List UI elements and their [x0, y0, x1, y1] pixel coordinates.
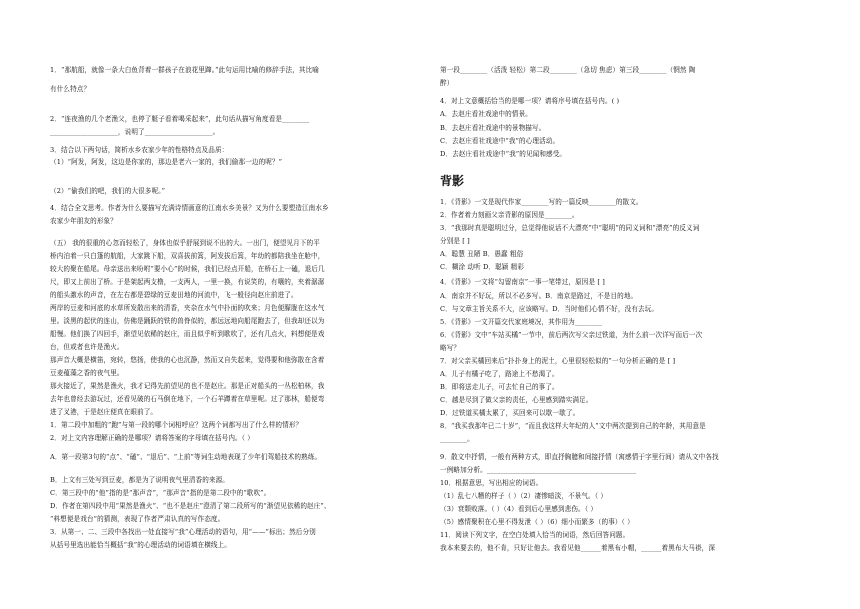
text-line: 8．“我买我那年已二十岁”，“而且我这样大年纪的人”文中两次提到自己的年龄，其用意是 [440, 422, 706, 430]
text-line: 1．《背影》一文是现代作家________写的一篇反映________的散文。 [440, 198, 643, 206]
text-line: A．聪慧 丑陋 B．愚蠢 粗俗 [440, 250, 524, 258]
text-line: 分别是 [ ] [440, 237, 470, 245]
text-line: 第一段________（活泼 轻松）第二段________（急切 焦虑）第三段________（惘然 陶 [440, 66, 696, 74]
text-line: 船慢。他们换了四回手，渐望见依稀的赵庄，而且似乎听到歌吹了，还有几点火，料想便是戏 [50, 330, 325, 338]
text-line: B．上文有三处写到豆麦，都是为了说明夜气里清香的来源。 [50, 476, 229, 484]
text-line: 1．第二段中加粗的“跑”与第一段的哪个词相呼应？这两个词都写出了什么样的情形？ [50, 421, 303, 429]
text-line: A．南京并不好玩，所以不必多写。B．南京是路过，不是目的地。 [440, 292, 638, 300]
text-line: 4．《背影》一文将“勾留南京”一事一笔带过，原因是 [ ] [440, 278, 605, 286]
text-line: 进了叉港，于是赵庄便真在眼前了。 [50, 408, 158, 416]
text-line: （5）感情聚积在心里不得发泄（ ）（6）细小而繁多（的事）（ ） [440, 518, 634, 526]
text-line: C．去赵庄看社戏途中“我”的心理活动。 [440, 137, 560, 145]
text-line: （五） 我的很重的心忽而轻松了，身体也似乎舒展到说不出的大。一出门，便望见月下的平 [50, 239, 320, 247]
text-line: ____________________，说明了____________________。 [50, 128, 220, 136]
text-line: 豆麦蕴藻之香的夜气里。 [50, 369, 124, 377]
text-line: ________。 [440, 435, 474, 443]
text-line: 2．作者着力刻画父亲背影的原因是________。 [440, 211, 579, 219]
text-line: 1．“那航船，就像一条大白鱼背着一群孩子在浪花里蹿。”此句运用比喻的修辞手法，其比喻 [50, 66, 319, 74]
text-line: C．越是尽到了做父亲的责任，心里感到踏实满足。 [440, 396, 593, 404]
text-line: 台，但或者也许是渔火。 [50, 343, 124, 351]
text-line: 从括号里选出能恰当概括“我”的心理活动的词语填在横线上。 [50, 541, 231, 549]
text-line: 尺，即又上前出了桥。于是架起两支橹，一支两人，一里一换，有说笑的，有嚷的，夹着潺潺 [50, 278, 325, 286]
text-line: 有什么特点？ [50, 85, 91, 93]
text-line: D．作者在第四段中用“果然是渔火”、“也不是赵庄”澄清了第二段所写的“渐望见依稀的赵庄”、 [50, 502, 331, 510]
text-line: 里。淡黑的起伏的连山，仿佛是踊跃的铁的兽脊似的，都远远地向船尾跑去了，但我却还以为 [50, 317, 325, 325]
text-line: C．糊涂 动听 D．聪颖 精彩 [440, 263, 525, 271]
text-line: 的船头激水的声音，在左右都是碧绿的豆麦田地的河流中，飞一般径向赵庄前进了。 [50, 291, 298, 299]
text-line: 去年也曾经去游玩过，还看见破的石马倒在地下，一个石羊蹲着在草里呢。过了那林，船便弯 [50, 395, 325, 403]
text-line: 两岸的豆麦和河底的水草所发散出来的清香，夹杂在水气中扑面的吹来；月色便朦胧在这水气 [50, 304, 325, 312]
text-line: （3）衰颓败落。（ ）（4）看到后心里感到悲伤。（ ） [440, 505, 598, 513]
text-line: 一例略加分析。____________________________________________ [440, 466, 637, 474]
text-line: 我本来要去的，他不肯，只好让他去。我看见他______着黑布小帽，______着黑布大马褂，深 [440, 544, 716, 552]
text-line: A．去赵庄看社戏途中的情景。 [440, 110, 532, 118]
text-line: 3．“我那时真是聪明过分，总觉得他说话不大漂亮”中“聪明”的同义词和“漂亮”的反义词 [440, 224, 700, 232]
text-line: 4．结合全文思考。作者为什么要描写充满诗情画意的江南水乡美景？又为什么要塑造江南水乡 [50, 204, 329, 212]
section-title: 背影 [440, 174, 465, 188]
text-line: 9．散文中抒情，一般有两种方式，即直抒胸臆和间接抒情（寓感情于字里行间）请从文中各找 [440, 453, 719, 461]
text-line: 较大的聚在船尾。母亲送出来吩咐“要小心”的时候，我们已经点开船，在桥石上一磕，退后几 [50, 265, 325, 273]
text-line: C．与文章主旨关系不大，应该略写。D．当时他们心情不好，没有去玩。 [440, 305, 659, 313]
text-line: 7．对父亲买橘回来后“扑扑身上的泥土，心里很轻松似的”一句分析正确的是 [ ] [440, 357, 676, 365]
text-line: （1）“阿发，阿发，这边是你家的，那边是老六一家的，我们偷那一边的呢？” [50, 158, 283, 166]
text-line: A．第一段第3句的“点”、“磕”、“退后”、“上前”等词生动地表现了少年们驾船技术的熟练。 [50, 453, 322, 461]
text-line: 3．从第一、二、三段中各找出一处直接写“我”心理活动的语句，用“——”标出；然后分别 [50, 528, 316, 536]
text-line: 4．对上文意概括恰当的是哪一项？请将序号填在括号内。( ) [440, 97, 620, 105]
text-line: D．过铁道买橘太累了，买回来可以歇一歇了。 [440, 409, 580, 417]
text-line: 2．对上文内容理解正确的是哪项？请将答案的字母填在括号内。（ ） [50, 434, 255, 442]
text-line: 农家少年朋友的形象？ [50, 217, 117, 225]
text-line: C．第三段中的“他”指的是“那声音”，“那声音”指的是第二段中的“歌吹”。 [50, 489, 271, 497]
text-line: 醉） [440, 79, 454, 87]
text-line: 那声音大概是横笛，宛转，悠扬，使我的心也沉静，然而又自失起来，觉得要和他弥散在含着 [50, 356, 325, 364]
text-line: 10．根据意思，写出相应的词语。 [440, 479, 543, 487]
text-line: 略写？ [440, 344, 461, 352]
text-line: 11．阅读下列文字，在空白处填入恰当的词语，然后回答问题。 [440, 531, 630, 539]
text-line: （1）乱七八糟的样子（ ）（2）凄惨暗淡，不景气。（ ） [440, 492, 608, 500]
text-line: 3．结合以下两句话，简析水乡农家少年的性格特点及品质： [50, 146, 229, 154]
text-line: 桥内泊着一只白篷的航船，大家跳下船，双喜拔前篙，阿发拔后篙，年幼的都陪我坐在舱中， [50, 252, 325, 260]
text-line: “料想便是戏台”的猜测，表现了作者严肃认真的写作态度。 [50, 515, 225, 523]
text-line: 6．《背影》文中“车站买橘”一节中，前后两次写父亲过铁道，为什么前一次详写而后一次 [440, 331, 703, 339]
text-line: （2）“偷我们的吧，我们的大很多呢。” [50, 187, 166, 195]
text-line: 5．《背影》一文开篇交代家庭境况，其作用为________ [440, 318, 603, 326]
text-line: B．去赵庄看社戏途中的景物描写。 [440, 124, 546, 132]
text-line: B．即将送走儿子，可去忙自己的事了。 [440, 383, 559, 391]
text-line: A．儿子有橘子吃了，路途上不愁渴了。 [440, 370, 559, 378]
text-line: 那火接近了，果然是渔火，我才记得先前望见的也不是赵庄。那是正对船头的一丛松柏林，我 [50, 382, 325, 390]
text-line: D．去赵庄看社戏途中“我”的见闻和感受。 [440, 150, 567, 158]
text-line: 2．“连夜渔的几个老渔父，也停了艇子看着喝采起来”，此句话从描写角度看是________ [50, 115, 310, 123]
